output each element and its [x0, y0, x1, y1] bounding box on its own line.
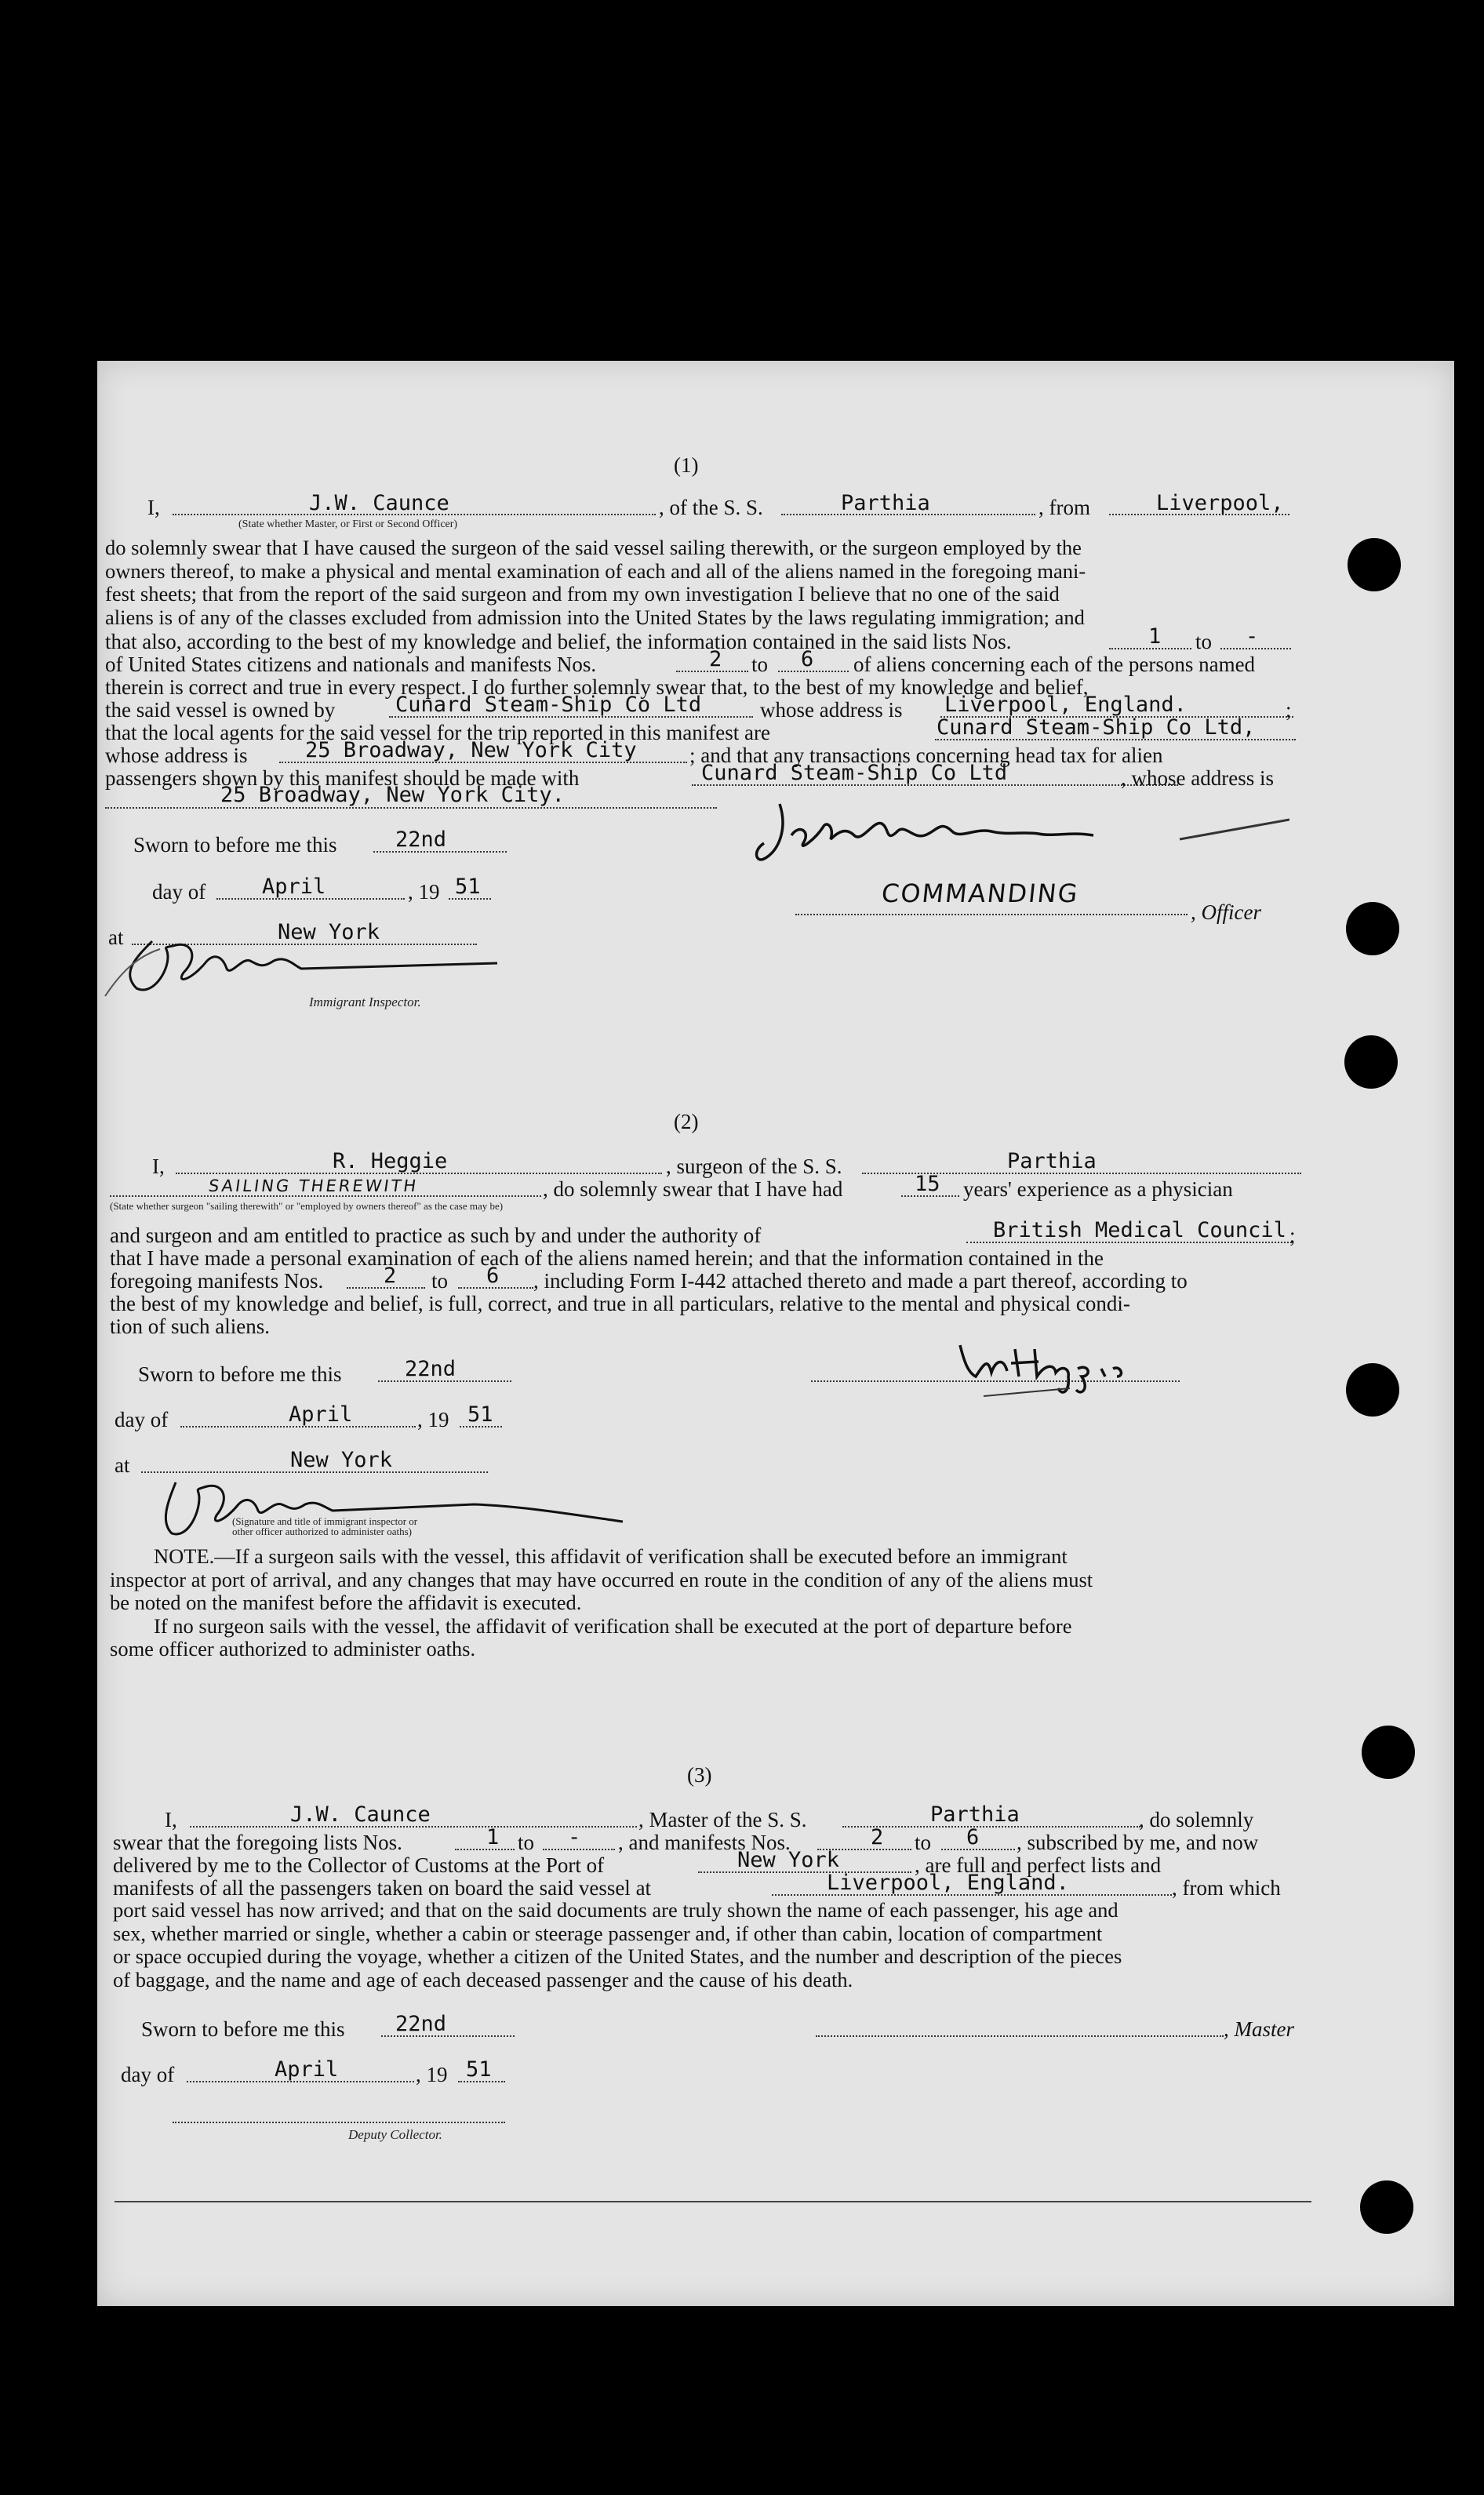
head-tax-address: 25 Broadway, New York City.	[220, 783, 565, 807]
collector-caption: Deputy Collector.	[348, 2127, 442, 2142]
bottom-rule	[115, 2201, 1311, 2202]
manifests-from: 2	[871, 1825, 884, 1849]
body-line: therein is correct and true in every respect. I do further solemnly swear that, to the best of my knowledge and belief,	[105, 675, 1089, 699]
lists-from: 1	[486, 1825, 500, 1849]
manifests-from: 2	[709, 647, 722, 671]
head-tax-address-line	[105, 807, 717, 809]
section2-line5: the best of my knowledge and belief, is full, correct, and true in all particulars, relative to the mental and physical condi-	[110, 1292, 1130, 1315]
semicolon: ;	[1289, 1224, 1296, 1247]
head-tax-payee: Cunard Steam-Ship Co Ltd	[701, 761, 1008, 785]
section2-line4b: , including Form I-442 attached thereto and made a part thereof, according to	[533, 1269, 1188, 1293]
agents-label: that the local agents for the said vessel for the trip reported in this manifest are	[105, 721, 770, 744]
collector-line	[173, 2122, 505, 2123]
owner: Cunard Steam-Ship Co Ltd	[395, 693, 702, 717]
to-label: to	[431, 1269, 449, 1293]
to-label: to	[1195, 630, 1213, 653]
at-label: at	[108, 926, 124, 949]
section3-number: (3)	[687, 1763, 712, 1787]
section3-line4b: , from which	[1172, 1876, 1281, 1900]
punch-hole	[1346, 902, 1399, 955]
lists-from: 1	[1148, 624, 1162, 649]
section2-number: (2)	[674, 1110, 699, 1133]
at-label: at	[115, 1453, 130, 1477]
lists-from-line	[455, 1849, 515, 1850]
officer-title-line	[795, 914, 1188, 915]
body-line-lists: that also, according to the best of my knowledge and belief, the information contained in the said lists Nos.	[105, 630, 1012, 653]
sworn-day: 22nd	[395, 827, 447, 852]
of-the-ss-label: , of the S. S.	[659, 496, 763, 519]
officer-signature	[748, 796, 1289, 867]
punch-hole	[1344, 1035, 1398, 1089]
lists-to: -	[568, 1825, 581, 1849]
owner-address: Liverpool, England.	[944, 693, 1187, 717]
to-label: to	[915, 1831, 932, 1854]
agents: Cunard Steam-Ship Co Ltd,	[937, 715, 1256, 740]
month: April	[289, 1402, 353, 1427]
sworn-label: Sworn to before me this	[141, 2017, 345, 2041]
section1-body	[105, 536, 1297, 629]
master-name: J.W. Caunce	[290, 1802, 431, 1827]
punch-hole	[1346, 1363, 1399, 1417]
place: New York	[290, 1448, 393, 1472]
vessel-name: Parthia	[930, 1802, 1020, 1827]
master-signature-line	[816, 2035, 1224, 2037]
officer-title-handwritten: COMMANDING	[880, 878, 1081, 908]
note-line: some officer authorized to administer oaths.	[110, 1637, 476, 1660]
surgeon-note	[110, 1545, 1302, 1661]
manifest-affidavit-page	[97, 361, 1454, 2306]
year-prefix: , 19	[408, 880, 440, 904]
section3-line4a: manifests of all the passengers taken on board the said vessel at	[113, 1876, 652, 1900]
manifests-to: 6	[486, 1264, 500, 1288]
head-tax-label: passengers shown by this manifest should be made with	[105, 766, 580, 790]
officer-name: J.W. Caunce	[309, 491, 449, 515]
sailing-status: SAILING THEREWITH	[207, 1177, 420, 1195]
body-line: or space occupied during the voyage, whether a citizen of the United States, and the number and description of the pieces	[113, 1944, 1122, 1968]
body-line: sex, whether married or single, whether a cabin or steerage passenger and, if other than cabin, location of compartment	[113, 1921, 1103, 1945]
signature-caption-line: (Signature and title of immigrant inspector or	[232, 1515, 418, 1527]
faded-heading	[113, 443, 121, 467]
manifests-tail: of aliens concerning each of the persons named	[853, 653, 1256, 676]
day-of-label: day of	[152, 880, 206, 904]
years: 15	[915, 1172, 940, 1196]
body-line: aliens is of any of the classes excluded from admission into the United States by the laws regulating immigration; and	[105, 605, 1085, 629]
from-label: , from	[1038, 496, 1090, 519]
body-line: fest sheets; that from the report of the said surgeon and from my own investigation I believe that no one of the said	[105, 582, 1060, 606]
surgeon-signature	[952, 1333, 1156, 1404]
port-from: Liverpool,	[1156, 491, 1284, 515]
day-of-label: day of	[115, 1408, 169, 1431]
vessel-name: Parthia	[841, 491, 930, 515]
month: April	[262, 875, 326, 899]
port-from: Liverpool, England.	[827, 1871, 1069, 1895]
to-label: to	[751, 653, 769, 676]
sailing-status-line	[110, 1195, 541, 1197]
sworn-day: 22nd	[405, 1357, 456, 1381]
do-solemnly: , do solemnly	[1139, 1808, 1254, 1831]
day-of-label: day of	[121, 2063, 175, 2086]
punch-hole	[1362, 1726, 1415, 1779]
port: New York	[737, 1848, 840, 1872]
agents-address-label: whose address is	[105, 744, 248, 767]
signature-caption	[232, 1516, 417, 1537]
punch-hole	[1360, 2180, 1413, 2234]
place: New York	[278, 920, 380, 944]
year-prefix: , 19	[416, 2063, 448, 2086]
section3-line3b: , are full and perfect lists and	[915, 1853, 1162, 1877]
owned-by-label: the said vessel is owned by	[105, 698, 336, 722]
years-tail: years' experience as a physician	[963, 1177, 1233, 1201]
note-line: NOTE.—If a surgeon sails with the vessel, this affidavit of verification shall be executed before an immigrant	[154, 1544, 1068, 1568]
section3-pronoun: I,	[165, 1808, 177, 1831]
section3-line2c: , subscribed by me, and now	[1017, 1831, 1259, 1854]
master-caption: , Master	[1224, 2017, 1294, 2041]
vessel-name: Parthia	[1007, 1149, 1097, 1173]
section3-line2b: , and manifests Nos.	[618, 1831, 791, 1854]
owner-address-label: whose address is	[760, 698, 903, 722]
officer-caption-right: , Officer	[1191, 900, 1261, 924]
section2-line6: tion of such aliens.	[110, 1315, 270, 1338]
head-tax-text: ; and that any transactions concerning head tax for alien	[689, 744, 1163, 767]
note-line: be noted on the manifest before the affidavit is executed.	[110, 1591, 582, 1614]
manifests-to: 6	[966, 1825, 980, 1849]
section2-line3: that I have made a personal examination of each of the aliens named herein; and that the information contained in the	[110, 1246, 1104, 1270]
note-line: inspector at port of arrival, and any changes that may have occurred en route in the condition of any of the aliens must	[110, 1567, 1093, 1591]
year-suffix: 51	[466, 2057, 492, 2082]
lists-to: -	[1246, 624, 1259, 649]
status-caption: (State whether surgeon "sailing therewith" or "employed by owners thereof" as the case may be)	[110, 1200, 504, 1212]
section3-body	[113, 1899, 1305, 1991]
body-line: owners thereof, to make a physical and mental examination of each and all of the aliens named in the foregoing mani-	[105, 558, 1086, 583]
month: April	[275, 2057, 339, 2082]
surgeon-of-label: , surgeon of the S. S.	[666, 1155, 842, 1178]
agents-address: 25 Broadway, New York City	[305, 738, 637, 762]
section2-line4a: foregoing manifests Nos.	[110, 1269, 324, 1293]
section3-line2a: swear that the foregoing lists Nos.	[113, 1831, 402, 1854]
body-line: do solemnly swear that I have caused the surgeon of the said vessel sailing therewith, or the surgeon employed by the	[105, 536, 1082, 559]
sworn-day: 22nd	[395, 2012, 447, 2036]
swear-text: , do solemnly swear that I have had	[543, 1177, 843, 1201]
punch-hole	[1348, 538, 1401, 591]
sworn-label: Sworn to before me this	[133, 833, 337, 857]
master-label: , Master of the S. S.	[638, 1808, 807, 1831]
to-label: to	[518, 1831, 535, 1854]
body-line: port said vessel has now arrived; and that on the said documents are truly shown the name of each passenger, his age and	[113, 1898, 1118, 1922]
authority: British Medical Council	[993, 1218, 1286, 1242]
sworn-label: Sworn to before me this	[138, 1362, 342, 1386]
year-suffix: 51	[455, 875, 481, 899]
semicolon: ;	[1286, 698, 1292, 722]
body-line-manifests: of United States citizens and nationals and manifests Nos.	[105, 653, 597, 676]
signature-caption-line: other officer authorized to administer oaths)	[232, 1526, 412, 1537]
authority-text: and surgeon and am entitled to practice as such by and under the authority of	[110, 1224, 762, 1247]
inspector-signature	[97, 926, 513, 1004]
inspector-caption: Immigrant Inspector.	[309, 995, 421, 1009]
section3-line3a: delivered by me to the Collector of Customs at the Port of	[113, 1853, 605, 1877]
section1-pronoun: I,	[147, 496, 160, 519]
manifests-to: 6	[801, 647, 814, 671]
year-suffix: 51	[467, 1402, 493, 1427]
whose-address-label: , whose address is	[1121, 766, 1274, 790]
officer-caption: (State whether Master, or First or Second Officer)	[238, 518, 458, 530]
body-line: of baggage, and the name and age of each deceased passenger and the cause of his death.	[113, 1967, 853, 1991]
manifests-from: 2	[384, 1264, 397, 1288]
year-prefix: , 19	[417, 1408, 449, 1431]
note-line: If no surgeon sails with the vessel, the affidavit of verification shall be executed at the port of departure before	[154, 1613, 1072, 1638]
section1-number: (1)	[674, 453, 699, 477]
surgeon-name: R. Heggie	[333, 1149, 448, 1173]
section2-pronoun: I,	[152, 1155, 165, 1178]
